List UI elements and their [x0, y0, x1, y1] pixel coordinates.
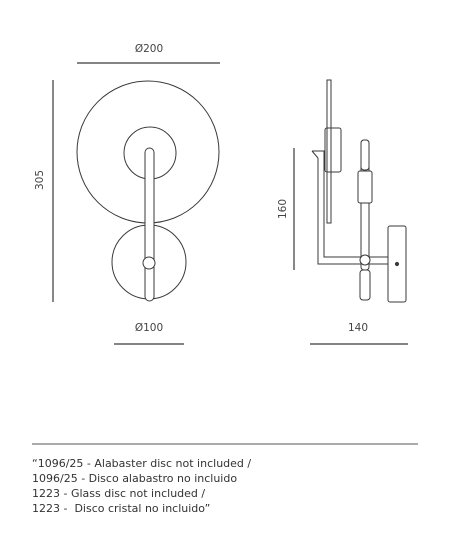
height-total-label: 305: [34, 169, 46, 191]
arm-knob: [143, 257, 155, 269]
top-diameter-label: Ø200: [134, 43, 164, 55]
front-arm: [145, 148, 154, 301]
note-line-4: 1223 - Disco cristal no incluido”: [32, 502, 211, 515]
wall-plate-screw: [395, 262, 398, 265]
side-arm-cap: [312, 151, 318, 158]
side-depth-label: 140: [347, 322, 369, 334]
lamp-sleeve: [358, 171, 372, 203]
note-line-1: “1096/25 - Alabaster disc not included /: [32, 457, 252, 470]
note-line-2: 1096/25 - Disco alabastro no incluido: [32, 472, 238, 485]
side-view: [294, 80, 408, 344]
lamp-bottom: [360, 270, 370, 300]
side-height-label: 160: [277, 198, 289, 220]
note-line-3: 1223 - Glass disc not included /: [32, 487, 206, 500]
large-disc-edge: [327, 80, 331, 223]
hinge-joint: [360, 255, 370, 265]
lamp-top: [361, 140, 369, 170]
front-view: [53, 63, 220, 344]
bottom-diameter-label: Ø100: [134, 322, 164, 334]
notes-block: [32, 456, 432, 516]
